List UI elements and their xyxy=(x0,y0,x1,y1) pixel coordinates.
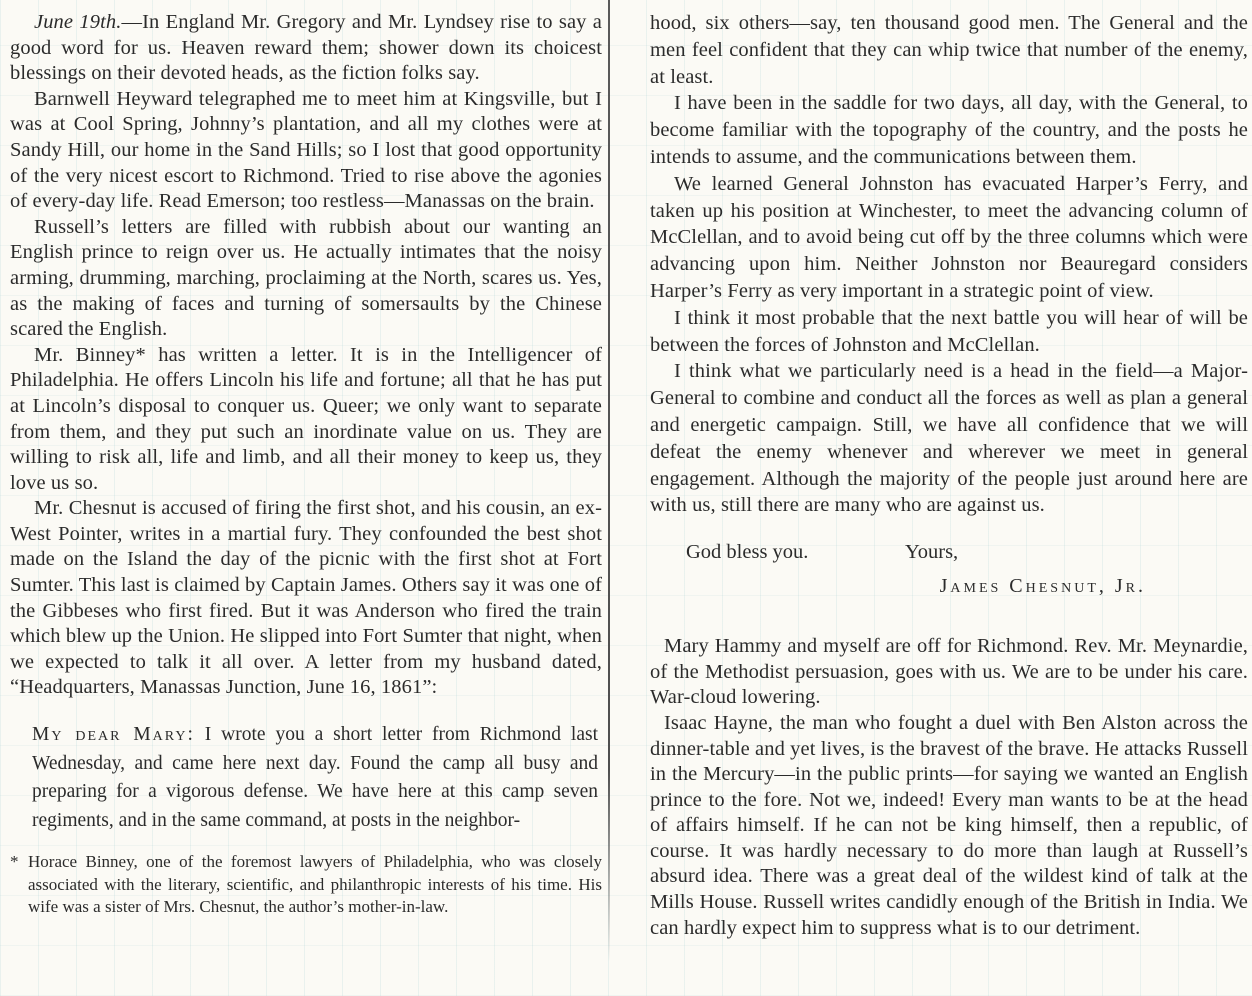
letter-opening-paragraph xyxy=(32,721,598,835)
letter-continuation xyxy=(650,10,1248,598)
diary-entry-paragraph xyxy=(10,10,602,87)
letter-signature-row xyxy=(650,575,1248,598)
left-page-column xyxy=(10,10,602,919)
diary-resumed-text xyxy=(650,634,1248,941)
paragraph: Mr. Chesnut is accused of firing the first shot, and his cousin, an ex-West Pointer, writes in a martial fury. They confounded the best shot made on the Island the day of the picnic with the first shot at Fort Sumter. This last is claimed by Captain James. Others say it was one of the Gibbeses who first fired. But it was Anderson who fired the train which blew up the Union. He slipped into Fort Sumter that night, when we expected to talk it all over. A letter from my husband dated, “Headquarters, Manassas Junction, June 16, 1861”: xyxy=(10,497,602,699)
letter-paragraph: I have been in the saddle for two days, all day, with the General, to become familiar with the topography of the country, and the posts he intends to assume, and the communications between them. xyxy=(650,92,1248,168)
footnote-text: Horace Binney, one of the foremost lawyers of Philadelphia, who was closely associated with the literary, scientific, and philanthropic interests of his time. His wife was a sister of Mrs. Chesnut, the author’s mother-in-law. xyxy=(28,852,602,917)
letter-closing-row xyxy=(650,541,1248,571)
closing-blessing: God bless you. xyxy=(686,541,809,564)
closing-valediction: Yours, xyxy=(905,541,959,564)
letter-paragraph: hood, six others—say, ten thousand good men. The General and the men feel confident that they can whip twice that number of the enemy, at least. xyxy=(650,12,1248,88)
letter-paragraph: I think it most probable that the next battle you will hear of will be between the forces of Johnston and McClellan. xyxy=(650,306,1248,356)
letter-salutation: My dear Mary: xyxy=(32,724,195,746)
paragraph: Mary Hammy and myself are off for Richmond. Rev. Mr. Meynardie, of the Methodist persuasion, goes with us. We are to be under his care. War-cloud lowering. xyxy=(650,635,1248,709)
footnote-marker: * xyxy=(10,852,19,872)
paragraph: Mr. Binney* has written a letter. It is in the Intelligencer of Philadelphia. He offers Lincoln his life and fortune; all that he has put at Lincoln’s disposal to conquer us. Queer; we only want to separate from them, and they put such an inordinate value on us. They are willing to risk all, life and limb, and all their money to keep us, they love us so. xyxy=(10,343,602,494)
paragraph: Isaac Hayne, the man who fought a duel with Ben Alston across the dinner-table and yet lives, is the bravest of the brave. He attacks Russell in the Mercury—in the public prints—for saying we wanted an English prince to the fore. Not we, indeed! Every man wants to be at the head of affairs himself. If he can not be king himself, then a republic, of course. It was hardly necessary to do more than laugh at Russell’s absurd idea. There was a great deal of the wildest kind of talk at the Mills House. Russell writes candidly enough of the British in India. We can hardly expect him to suppress what is to our detriment. xyxy=(650,711,1248,939)
letter-paragraph: I think what we particularly need is a head in the field—a Major-General to combine and conduct all the forces as well as plan a general and energetic campaign. Still, we have all confidence that we will defeat the enemy whenever and wherever we meet in general engagement. Although the majority of the people just around here are with us, still there are many who are against us. xyxy=(650,360,1248,517)
entry-text: —In England Mr. Gregory and Mr. Lyndsey rise to say a good word for us. Heaven reward them; shower down its choicest blessings on their devoted heads, as the fiction folks say. xyxy=(10,11,602,85)
footnote xyxy=(10,851,602,919)
letter-paragraph: We learned General Johnston has evacuated Harper’s Ferry, and taken up his position at Winchester, to meet the advancing column of McClellan, and to avoid being cut off by the three columns which were advancing upon him. Neither Johnston nor Beauregard considers Harper’s Ferry as very important in a strategic point of view. xyxy=(650,172,1248,302)
right-page-column xyxy=(650,10,1248,941)
page-gutter-divider xyxy=(608,0,610,962)
letter-body-start: I wrote you a short letter from Richmond last Wednesday, and came here next day. Found the camp all busy and preparing for a vigorous defense. We have here at this camp seven regiments, and in the same command, at posts in the neighbor- xyxy=(32,724,598,831)
paragraph: Barnwell Heyward telegraphed me to meet him at Kingsville, but I was at Cool Spring, Johnny’s plantation, and all my clothes were at Sandy Hill, our home in the Sand Hills; so I lost that good opportunity of the very nicest escort to Richmond. Tried to rise above the agonies of every-day life. Read Emerson; too restless—Manassas on the brain. xyxy=(10,87,602,213)
entry-date: June 19th. xyxy=(34,11,122,33)
letter-signature: James Chesnut, Jr. xyxy=(939,575,1146,598)
paragraph: Russell’s letters are filled with rubbish about our wanting an English prince to reign over us. He actually intimates that the noisy arming, drumming, marching, proclaiming at the North, scares us. Yes, as the making of faces and turning of somersaults by the Chinese scared the English. xyxy=(10,215,602,341)
